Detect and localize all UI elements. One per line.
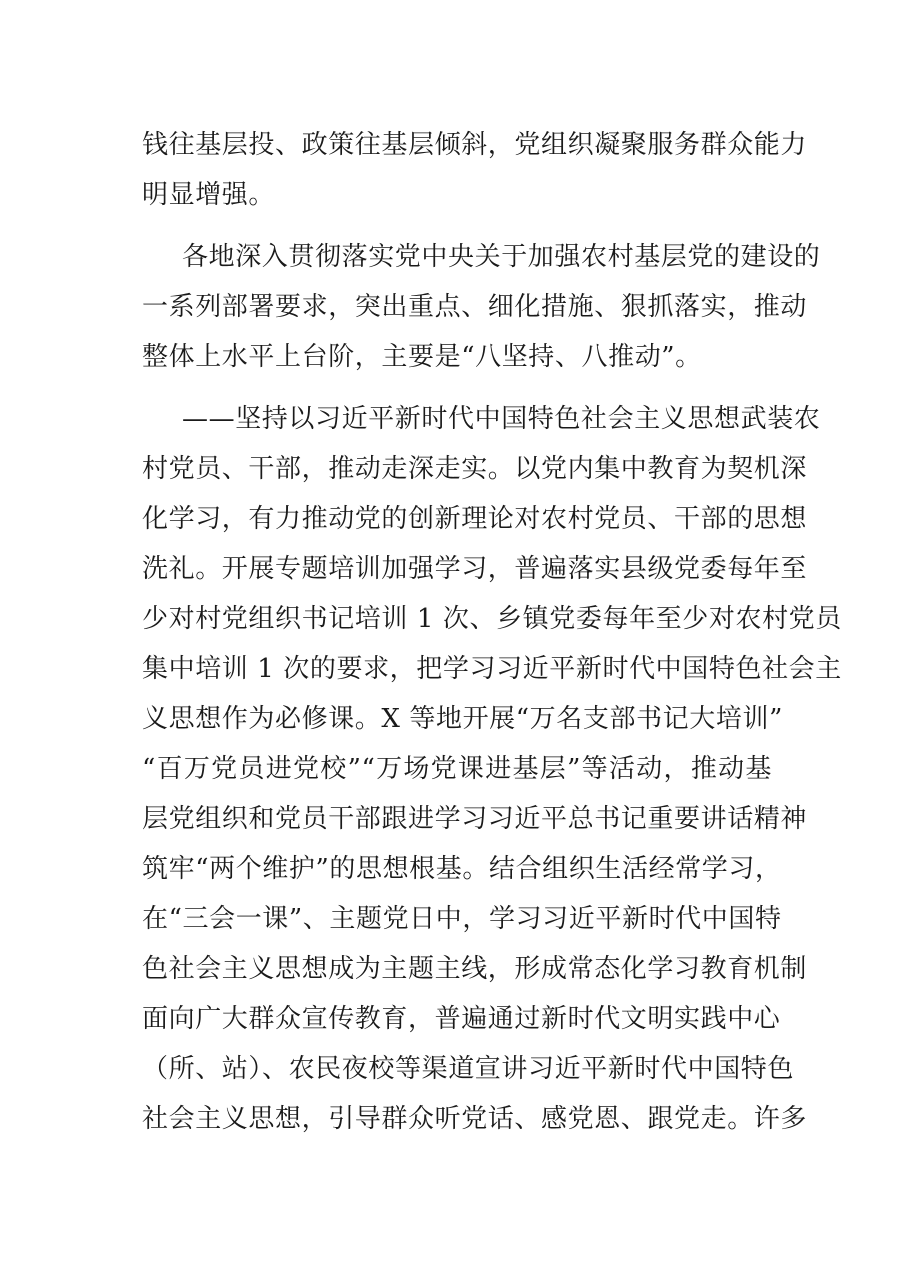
text-line: 筑牢“两个维护”的思想根基。结合组织生活经常学习，	[142, 854, 782, 884]
text-line: （所、站）、农民夜校等渠道宣讲习近平新时代中国特色	[142, 1054, 795, 1084]
text-line: 一系列部署要求，突出重点、细化措施、狠抓落实，推动	[142, 292, 808, 322]
text-line: 集中培训 1 次的要求，把学习习近平新时代中国特色社会主	[142, 654, 842, 684]
text-line: ——坚持以习近平新时代中国特色社会主义思想武装农	[182, 404, 821, 434]
text-line: 少对村党组织书记培训 1 次、乡镇党委每年至少对农村党员	[142, 604, 842, 634]
text-line: 层党组织和党员干部跟进学习习近平总书记重要讲话精神	[142, 804, 808, 834]
text-line: 洗礼。开展专题培训加强学习，普遍落实县级党委每年至	[142, 554, 808, 584]
text-line: 整体上水平上台阶，主要是“八坚持、八推动”。	[142, 342, 702, 372]
text-line: 钱往基层投、政策往基层倾斜，党组织凝聚服务群众能力	[142, 130, 808, 160]
paragraph-3	[142, 394, 842, 1144]
text-line: 化学习，有力推动党的创新理论对农村党员、干部的思想	[142, 504, 808, 534]
text-line: “百万党员进党校”“万场党课进基层”等活动，推动基	[142, 754, 772, 784]
text-line: 社会主义思想，引导群众听党话、感党恩、跟党走。许多	[142, 1104, 808, 1134]
text-line: 面向广大群众宣传教育，普遍通过新时代文明实践中心	[142, 1004, 781, 1034]
paragraph-2	[142, 232, 821, 382]
text-line: 村党员、干部，推动走深走实。以党内集中教育为契机深	[142, 454, 808, 484]
text-line: 色社会主义思想成为主题主线，形成常态化学习教育机制	[142, 954, 808, 984]
paragraph-1	[142, 120, 808, 220]
text-line: 在“三会一课”、主题党日中，学习习近平新时代中国特	[142, 904, 782, 934]
text-line: 明显增强。	[142, 180, 276, 210]
text-line: 义思想作为必修课。X 等地开展“万名支部书记大培训”	[142, 704, 783, 734]
text-line: 各地深入贯彻落实党中央关于加强农村基层党的建设的	[182, 242, 821, 272]
